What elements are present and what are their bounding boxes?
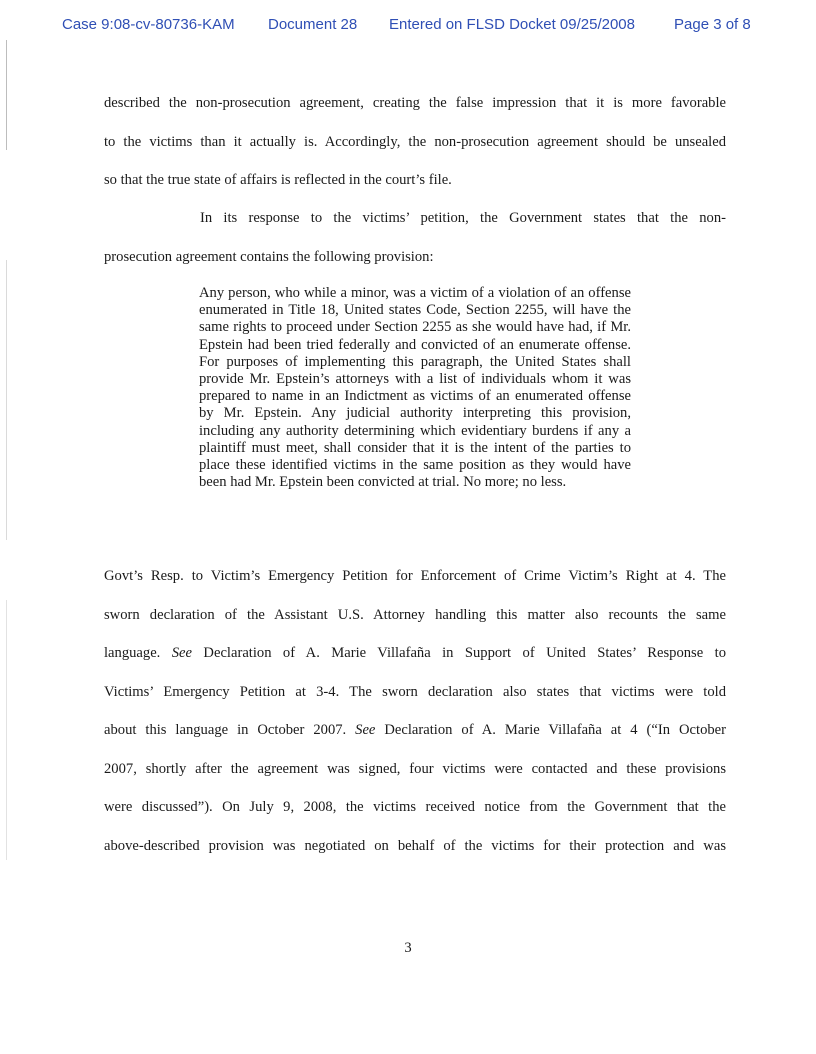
text-line: described the non-prosecution agreement, creating the false impression that it is more favorable <box>104 95 726 111</box>
paragraph-2 <box>104 199 726 276</box>
text-line: to the victims than it actually is. Accordingly, the non-prosecution agreement should be unsealed <box>104 133 726 150</box>
docket-entry: Entered on FLSD Docket 09/25/2008 <box>389 16 635 33</box>
document-number: Document 28 <box>268 16 358 33</box>
text-line: Victims’ Emergency Petition at 3-4. The sworn declaration also states that victims were told <box>104 683 726 700</box>
text-line <box>104 634 726 673</box>
page-indicator: Page 3 of 8 <box>674 16 751 33</box>
text-line: In its response to the victims’ petition, the Government states that the non- <box>200 210 726 226</box>
citation-signal: See <box>171 645 193 661</box>
text-line: Govt’s Resp. to Victim’s Emergency Petition for Enforcement of Crime Victim’s Right at 4. The <box>104 568 726 584</box>
case-number: Case 9:08-cv-80736-KAM <box>62 16 235 33</box>
text-line <box>104 711 726 750</box>
text-line: sworn declaration of the Assistant U.S. Attorney handling this matter also recounts the same <box>104 606 726 623</box>
page-number: 3 <box>404 940 412 956</box>
scan-artifact-edge <box>6 600 7 860</box>
scan-artifact-edge <box>6 260 7 540</box>
scan-artifact-edge <box>6 40 7 150</box>
text-line: prosecution agreement contains the following provision: <box>104 248 434 265</box>
text-span: Declaration of A. Marie Villafaña in Support of United States’ Response to <box>192 645 726 661</box>
text-span: language. <box>104 645 172 661</box>
text-span: Declaration of A. Marie Villafaña at 4 (“In October <box>375 722 727 738</box>
text-line: so that the true state of affairs is reflected in the court’s file. <box>104 172 452 188</box>
block-quote: Any person, who while a minor, was a victim of a violation of an offense enumerated in Title 18, United states Code, Section 2255, will have the same rights to proceed under Section 2255 as she would have had, if Mr. Epstein had been tried federally and convicted of an enumerate offense. For purposes of implementing this paragraph, the United States shall provide Mr. Epstein’s attorneys with a list of individuals whom it was prepared to name in an Indictment as victims of an enumerated offense by Mr. Epstein. Any judicial authority interpreting this provision, including any authority determining which evidentiary burdens if any a plaintiff must meet, shall consider that it is the intent of the parties to place these identified victims in the same position as they would have been had Mr. Epstein been convicted at trial. No more; no less. <box>199 285 631 491</box>
paragraph-1 <box>104 84 726 200</box>
text-line: 2007, shortly after the agreement was signed, four victims were contacted and these provisions <box>104 760 726 777</box>
paragraph-3 <box>104 557 726 865</box>
text-span: about this language in October 2007. <box>104 722 356 738</box>
citation-signal: See <box>355 722 376 738</box>
text-line: were discussed”). On July 9, 2008, the victims received notice from the Government that the <box>104 799 726 815</box>
text-line: above-described provision was negotiated on behalf of the victims for their protection and was <box>104 837 726 854</box>
